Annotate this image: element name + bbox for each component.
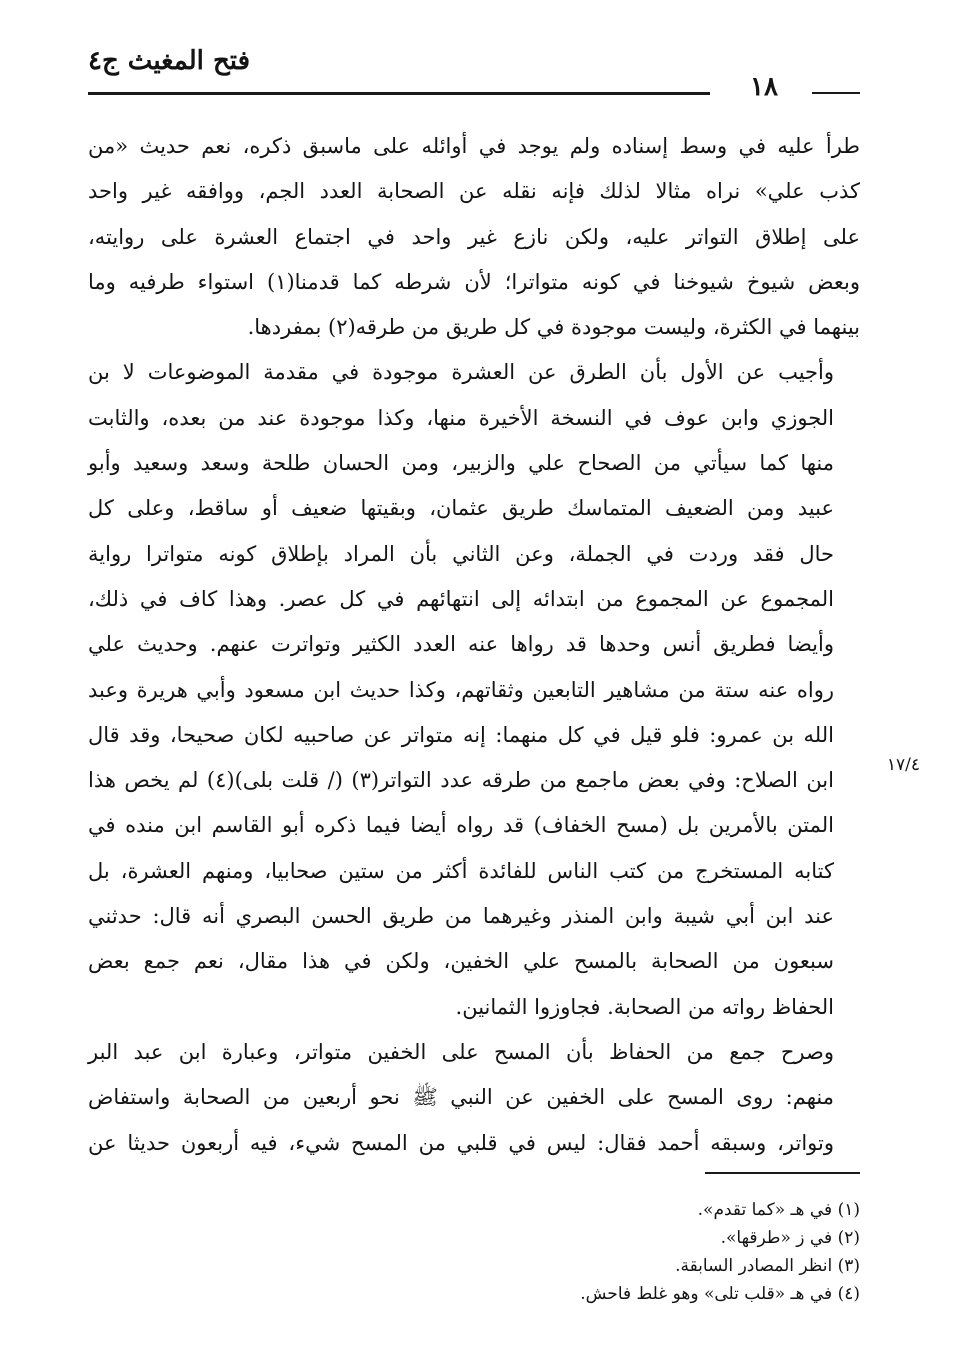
paragraph-2 [88, 350, 860, 1029]
text-line: منهم: روى المسح على الخفين عن النبي ﷺ نحو أربعين من الصحابة واستفاض [88, 1085, 834, 1110]
text-line: وتواتر، وسبقه أحمد فقال: ليس في قلبي من المسح شيء، فيه أربعون حديثا عن [88, 1130, 834, 1155]
text-line: عند ابن أبي شيبة وابن المنذر وغيرهما من طريق الحسن البصري أنه قال: حدثني [88, 904, 834, 929]
footnote-2: (٢) في ز «طرقها». [720, 1228, 860, 1248]
text-line: رواه عنه ستة من مشاهير التابعين وثقاتهم، وكذا حديث ابن مسعود وأبي هريرة وعبد [88, 677, 834, 702]
book-title: فتح المغيث ج٤ [88, 46, 251, 76]
text-line: الحفاظ رواته من الصحابة. فجاوزوا الثمانين. [455, 994, 834, 1019]
footnote-4: (٤) في هـ «قلب تلى» وهو غلط فاحش. [580, 1284, 860, 1304]
text-line: على إطلاق التواتر عليه، ولكن نازع غير واحد في اجتماع العشرة على روايته، [88, 224, 860, 249]
main-text [88, 124, 860, 1166]
text-line: وصرح جمع من الحفاظ بأن المسح على الخفين متواتر، وعبارة ابن عبد البر [88, 1039, 834, 1064]
paragraph-3 [88, 1030, 860, 1166]
text-line: طرأ عليه في وسط إسناده ولم يوجد في أوائله على ماسبق ذكره، نعم حديث «من [88, 134, 860, 158]
text-line: حال فقد وردت في الجملة، وعن الثاني بأن المراد بإطلاق كونه متواترا رواية [88, 541, 834, 566]
text-line: سبعون من الصحابة بالمسح علي الخفين، ولكن في هذا مقال، نعم جمع بعض [88, 949, 834, 974]
text-line: المتن بالأمرين بل (مسح الخفاف) قد رواه أيضا فيما ذكره أبو القاسم ابن منده في [88, 813, 834, 838]
text-line: كتابه المستخرج من كتب الناس للفائدة أكثر من ستين صحابيا، ومنهم العشرة، بل [88, 858, 834, 883]
text-line: المجموع عن المجموع من ابتدائه إلى انتهائهم في كل عصر. وهذا كاف في ذلك، [88, 586, 834, 611]
text-line: وأيضا فطريق أنس وحدها قد رواها عنه العدد الكثير وتواترت عنهم. وحديث علي [88, 632, 834, 657]
text-line: منها كما سيأتي من الصحاح علي والزبير، ومن الحسان طلحة وسعد وسعيد وأبو [88, 451, 834, 476]
text-line: كذب علي» نراه مثالا لذلك فإنه نقله عن الصحابة العدد الجم، ووافقه غير واحد [88, 179, 860, 204]
text-line: عبيد ومن الضعيف المتماسك طريق عثمان، وبقيتها ضعيف أو ساقط، وعلى كل [88, 496, 834, 521]
footnotes [88, 1196, 860, 1308]
header-rule [88, 92, 710, 95]
margin-reference: ١٧/٤ [886, 755, 920, 775]
footnote-1: (١) في هـ «كما تقدم». [697, 1200, 860, 1220]
header-rule-short [812, 92, 860, 94]
text-line: الجوزي وابن عوف في النسخة الأخيرة منها، وكذا موجودة عند من بعده، والثابت [88, 405, 834, 430]
text-line: ابن الصلاح: وفي بعض ماجمع من طرقه عدد التواتر(٣) (/ قلت بلى)(٤) لم يخص هذا [88, 768, 834, 793]
text-line: وأجيب عن الأول بأن الطرق عن العشرة موجودة في مقدمة الموضوعات لا بن [88, 360, 834, 385]
footnote-rule [705, 1172, 860, 1174]
footnote-3: (٣) انظر المصادر السابقة. [675, 1256, 860, 1276]
paragraph-1 [88, 124, 860, 350]
text-line: بينهما في الكثرة، وليست موجودة في كل طريق من طرقه(٢) بمفردها. [247, 315, 860, 340]
text-line: وبعض شيوخ شيوخنا في كونه متواترا؛ لأن شرطه كما قدمنا(١) استواء طرفيه وما [88, 269, 860, 294]
text-line: الله بن عمرو: فلو قيل في كل منهما: إنه متواتر عن صاحبيه لكان صحيحا، وقد قال [88, 722, 834, 747]
page-number: ١٨ [750, 72, 778, 102]
page-header [88, 46, 860, 100]
